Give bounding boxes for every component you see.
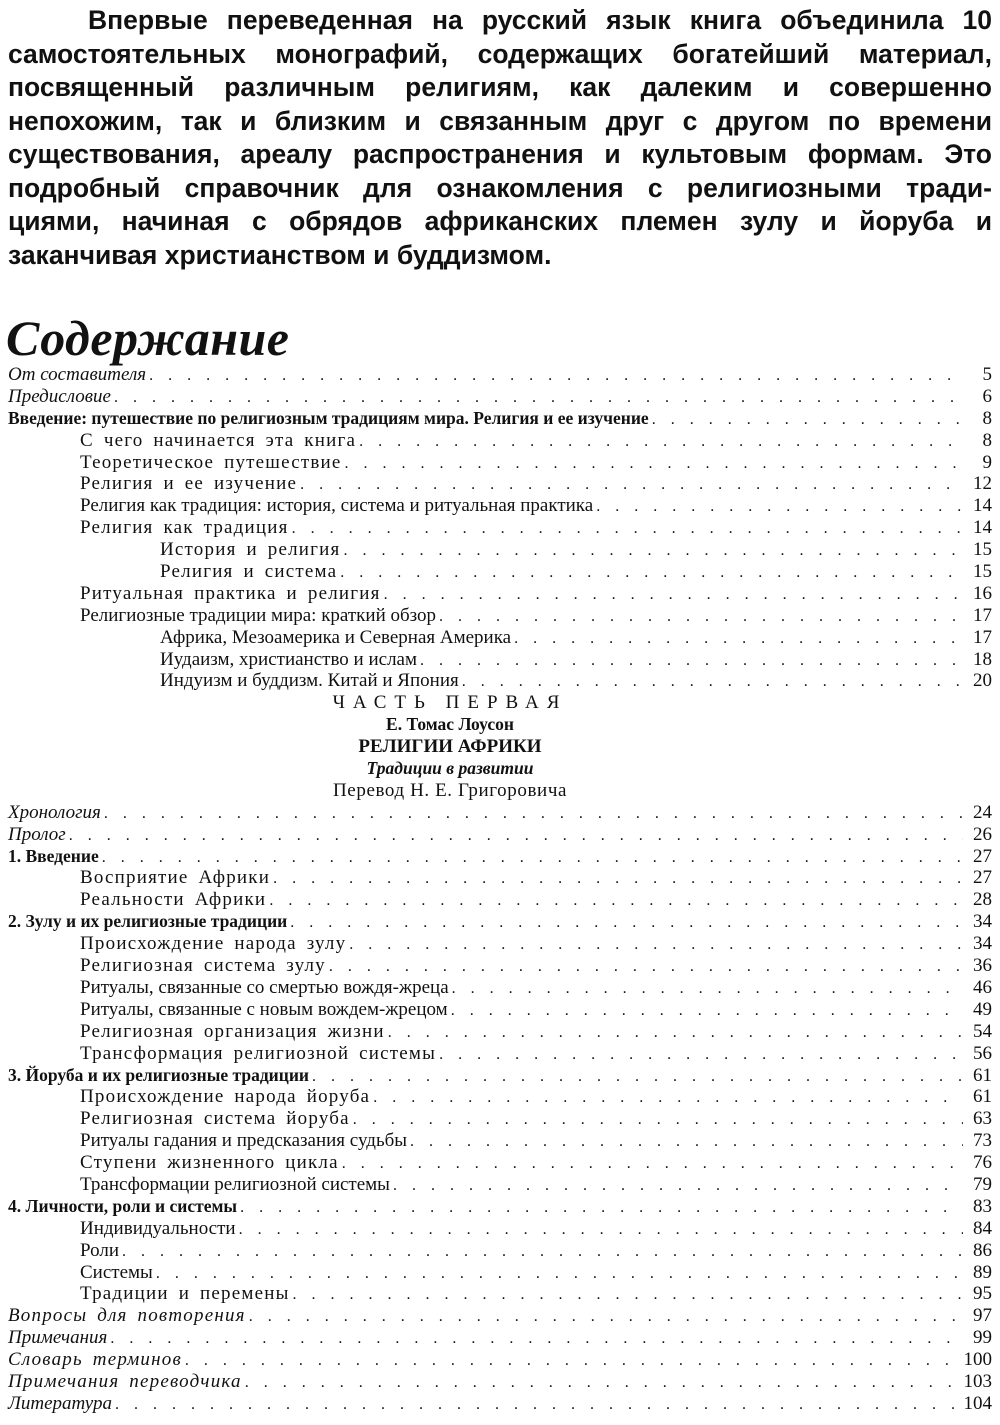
toc-entry-title: От составителя <box>8 364 147 385</box>
toc-entry-title: Теоретическое путешествие <box>80 451 342 473</box>
toc-entry-title: Литература <box>8 1392 112 1414</box>
toc-entry-title: Восприятие Африки <box>80 867 271 889</box>
toc-entry <box>0 430 992 452</box>
toc-entry-title: Религия как традиция <box>80 517 289 539</box>
toc-entry-page: 15 <box>973 561 992 583</box>
toc-entry-title: Ступени жизненного цикла <box>80 1152 339 1174</box>
toc-entry-page: 56 <box>973 1042 992 1064</box>
annotation-line: подробный справочник для ознакомления с религиозными тради- <box>8 172 992 203</box>
toc-entry-page: 103 <box>963 1370 992 1392</box>
toc-entry-page: 24 <box>973 801 992 823</box>
annotation-line: циями, начиная с обрядов африканских племен зулу и йоруба и <box>8 206 992 236</box>
toc-entry-title: Традиции и перемены <box>80 1283 290 1305</box>
toc-leader <box>240 1197 963 1219</box>
toc-leader <box>451 1000 963 1022</box>
toc-entry <box>0 1393 992 1415</box>
annotation-paragraph <box>8 4 992 272</box>
toc-entry-page: 49 <box>973 998 992 1020</box>
toc-entry-title: Трансформации религиозной системы <box>80 1173 390 1195</box>
toc-entry-page: 97 <box>973 1305 992 1327</box>
toc-entry <box>0 1174 992 1196</box>
toc-entry <box>0 999 992 1021</box>
toc-entry-page: 17 <box>973 626 992 648</box>
toc-entry-title: Вопросы для повторения <box>8 1305 246 1327</box>
toc-entry <box>0 1262 992 1284</box>
toc-entry-title: 3. Йоруба и их религиозные традиции <box>8 1064 310 1085</box>
annotation-line: непохожим, так и близким и связанным друг с другом по времени <box>8 105 992 136</box>
toc-entry-title: Религиозная система зулу <box>80 955 326 977</box>
toc-entry-page: 79 <box>973 1173 992 1195</box>
toc-leader <box>384 584 963 606</box>
toc-entry-title: Ритуалы, связанные со смертью вождя-жреца <box>80 976 449 998</box>
toc-entry-page: 8 <box>982 407 992 429</box>
toc-leader <box>102 847 963 869</box>
part-label: ЧАСТЬ ПЕРВАЯ <box>332 692 568 714</box>
toc-entry-page: 14 <box>973 495 992 517</box>
part-translator: Перевод Н. Е. Григоровича <box>332 779 568 801</box>
toc-entry-title: Системы <box>80 1261 153 1283</box>
toc-leader <box>420 650 963 672</box>
toc-entry-title: Примечания <box>8 1327 108 1349</box>
toc-entry-page: 61 <box>973 1064 992 1086</box>
toc-entry-title: Религия и система <box>160 561 338 583</box>
toc-entry-page: 27 <box>973 845 992 867</box>
toc-entry-page: 83 <box>973 1195 992 1217</box>
toc-entry-page: 14 <box>973 517 992 539</box>
toc-entry-page: 84 <box>973 1217 992 1239</box>
toc-entry-title: Индивидуальности <box>80 1217 236 1239</box>
toc-leader <box>69 825 963 847</box>
toc-entry <box>0 1371 992 1393</box>
toc-entry-title: История и религия <box>160 539 341 561</box>
toc-entry-title: Происхождение народа йоруба <box>80 1086 371 1108</box>
toc-entry-page: 104 <box>963 1392 992 1414</box>
toc-leader <box>373 1087 963 1109</box>
toc-entry-page: 95 <box>973 1283 992 1305</box>
toc-entry-title: Религия как традиция: история, система и ритуальная практика <box>80 495 594 517</box>
toc-entry <box>0 561 992 583</box>
toc-entry-page: 26 <box>973 823 992 845</box>
toc-entry-title: Религиозная организация жизни <box>80 1020 385 1042</box>
toc-entry-page: 89 <box>973 1261 992 1283</box>
part-author: Е. Томас Лоусон <box>386 714 514 735</box>
toc-entry-title: Трансформация религиозной системы <box>80 1042 437 1064</box>
toc-entry-page: 12 <box>973 473 992 495</box>
toc-entry-title: Реальности Африки <box>80 889 267 911</box>
toc-entry-title: Предисловие <box>8 385 111 407</box>
toc-leader <box>156 1263 963 1285</box>
toc-entry-page: 36 <box>973 955 992 977</box>
toc-entry-page: 63 <box>973 1108 992 1130</box>
toc-entry <box>0 1305 992 1327</box>
toc-entry <box>0 605 992 627</box>
toc-entry <box>0 802 992 824</box>
toc-leader <box>293 1284 963 1306</box>
toc-leader <box>122 1241 963 1263</box>
toc-entry <box>0 473 992 495</box>
toc-entry-page: 73 <box>973 1130 992 1152</box>
toc-entry-title: Примечания переводчика <box>8 1370 242 1392</box>
toc-leader <box>410 1131 963 1153</box>
toc-leader <box>345 453 963 475</box>
toc-entry-title: Религиозные традиции мира: краткий обзор <box>80 604 437 626</box>
toc-entry-title: 4. Личности, роли и системы <box>8 1195 238 1216</box>
toc-leader <box>114 387 963 409</box>
toc-heading: Содержание <box>6 310 290 366</box>
toc-leader <box>343 540 963 562</box>
toc-leader <box>359 431 963 453</box>
toc-leader <box>514 628 963 650</box>
toc-entry-page: 76 <box>973 1152 992 1174</box>
toc-entry <box>0 670 992 692</box>
toc-entry-page: 34 <box>973 933 992 955</box>
toc-entry-page: 8 <box>982 429 992 451</box>
toc-entry-page: 28 <box>973 889 992 911</box>
toc-entry-page: 16 <box>973 582 992 604</box>
annotation-line: посвященный различным религиям, как далеким и совершенно <box>8 72 992 102</box>
toc-entry-title: Введение: путешествие по религиозным традициям мира. Религия и ее изучение <box>8 407 649 428</box>
toc-leader <box>652 409 963 431</box>
toc-entry-page: 54 <box>973 1020 992 1042</box>
toc-entry <box>0 1283 992 1305</box>
part-header <box>0 692 900 801</box>
toc-entry-title: Индуизм и буддизм. Китай и Япония <box>160 670 459 692</box>
toc-leader <box>110 1328 963 1350</box>
toc-entry <box>0 1152 992 1174</box>
toc-leader <box>115 1394 961 1416</box>
toc-leader <box>300 474 963 496</box>
toc-entry-title: Религия и ее изучение <box>80 473 298 495</box>
toc-leader <box>439 606 963 628</box>
toc-leader <box>439 1044 963 1066</box>
part-title: РЕЛИГИИ АФРИКИ <box>358 736 542 758</box>
toc-leader <box>149 365 963 387</box>
toc-leader <box>273 868 963 890</box>
toc-entry <box>0 824 992 846</box>
toc-leader <box>245 1372 961 1394</box>
toc-entry <box>0 911 992 933</box>
toc-leader <box>340 562 963 584</box>
toc-entry-title: С чего начинается эта книга <box>80 429 357 451</box>
annotation-line: существования, ареалу распространения и культовым формам. Это <box>8 139 992 169</box>
toc-leader <box>292 518 963 540</box>
toc-entry <box>0 1218 992 1240</box>
toc-entry-title: Роли <box>80 1239 119 1261</box>
toc-entry <box>0 1108 992 1130</box>
toc-leader <box>353 1109 963 1131</box>
toc-leader <box>185 1350 961 1372</box>
toc-entry-page: 86 <box>973 1239 992 1261</box>
toc-entry <box>0 889 992 911</box>
toc-entry-title: Словарь терминов <box>8 1349 182 1371</box>
toc-leader <box>329 956 963 978</box>
toc-entry <box>0 1130 992 1152</box>
toc-leader <box>388 1022 963 1044</box>
toc-entry-page: 27 <box>973 867 992 889</box>
toc-entry-title: Религиозная система йоруба <box>80 1108 350 1130</box>
toc-entry-title: Иудаизм, христианство и ислам <box>160 648 418 670</box>
toc-entry-title: Пролог <box>8 823 66 845</box>
toc-entry <box>0 452 992 474</box>
toc-entry-title: Происхождение народа зулу <box>80 933 347 955</box>
toc-leader <box>452 978 963 1000</box>
toc-entry-page: 100 <box>963 1349 992 1371</box>
toc-entry <box>0 539 992 561</box>
toc-entry-page: 61 <box>973 1086 992 1108</box>
toc-leader <box>342 1153 963 1175</box>
toc-entry <box>0 583 992 605</box>
toc-entry <box>0 933 992 955</box>
table-of-contents <box>0 364 992 1415</box>
toc-entry-page: 15 <box>973 539 992 561</box>
toc-entry <box>0 1065 992 1087</box>
toc-leader <box>249 1306 963 1328</box>
toc-leader <box>596 496 963 518</box>
toc-leader <box>239 1219 963 1241</box>
toc-entry-page: 46 <box>973 976 992 998</box>
toc-entry-page: 17 <box>973 604 992 626</box>
toc-entry-title: 1. Введение <box>8 845 99 866</box>
toc-entry <box>0 1327 992 1349</box>
toc-entry <box>0 867 992 889</box>
toc-entry-title: Ритуалы гадания и предсказания судьбы <box>80 1130 408 1152</box>
toc-entry <box>0 364 992 386</box>
toc-entry-page: 99 <box>973 1327 992 1349</box>
toc-entry-page: 5 <box>982 364 992 385</box>
annotation-line: заканчивая христианством и буддизмом. <box>8 239 552 270</box>
toc-entry <box>0 1021 992 1043</box>
toc-leader <box>349 934 963 956</box>
toc-entry <box>0 649 992 671</box>
toc-entry-title: Хронология <box>8 801 101 823</box>
toc-leader <box>290 912 963 934</box>
toc-entry <box>0 1086 992 1108</box>
toc-entry <box>0 1043 992 1065</box>
toc-entry-title: 2. Зулу и их религиозные традиции <box>8 911 288 932</box>
toc-leader <box>312 1066 963 1088</box>
toc-entry <box>0 517 992 539</box>
toc-entry <box>0 977 992 999</box>
toc-entry-page: 9 <box>982 451 992 473</box>
toc-entry-title: Ритуалы, связанные с новым вождем-жрецом <box>80 998 448 1020</box>
toc-leader <box>462 671 963 693</box>
toc-leader <box>104 803 963 825</box>
toc-entry-page: 34 <box>973 911 992 933</box>
toc-entry <box>0 386 992 408</box>
part-subtitle: Традиции в развитии <box>366 758 534 779</box>
toc-entry-page: 18 <box>973 648 992 670</box>
toc-entry <box>0 408 992 430</box>
toc-entry-page: 20 <box>973 670 992 692</box>
toc-entry <box>0 1196 992 1218</box>
toc-leader <box>393 1175 963 1197</box>
toc-entry <box>0 495 992 517</box>
toc-entry <box>0 955 992 977</box>
toc-entry-title: Африка, Мезоамерика и Северная Америка <box>160 626 512 648</box>
toc-entry-page: 6 <box>982 385 992 407</box>
toc-entry-title: Ритуальная практика и религия <box>80 582 381 604</box>
annotation-line: самостоятельных монографий, содержащих богатейший материал, <box>8 38 992 69</box>
toc-entry <box>0 1240 992 1262</box>
toc-leader <box>269 890 963 912</box>
toc-entry <box>0 627 992 649</box>
toc-entry <box>0 846 992 868</box>
annotation-line: Впервые переведенная на русский язык книга объединила 10 <box>88 5 992 35</box>
toc-entry <box>0 1349 992 1371</box>
